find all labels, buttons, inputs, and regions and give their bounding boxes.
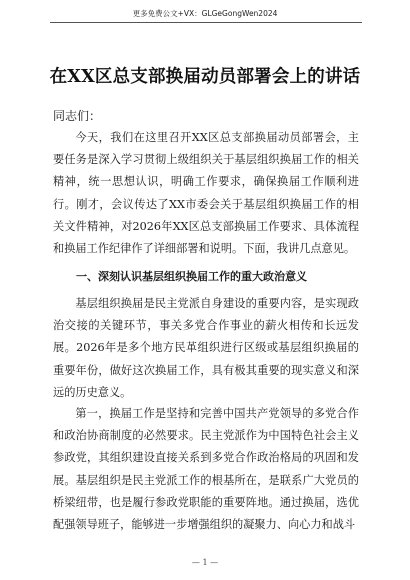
document-title: 在XX区总支部换届动员部署会上的讲话: [49, 67, 361, 87]
header-divider: [50, 22, 362, 23]
paragraph-intro: 今天，我们在这里召开XX区总支部换届动员部署会，主要任务是深入学习贯彻上级组织关于基层组织换届工作的相关精神，统一思想认识，明确工作要求，确保换届工作顺利进行。刚才，会议传达了XX市委会关于基层组织换届工作的相关文件精神，对2026年XX区总支部换届工作要求、具体流程和换届工作纪律作了详细部署和说明。下面，我讲几点意见。: [53, 131, 359, 256]
salutation: 同志们：: [53, 109, 102, 123]
paragraph-first-point: 第一，换届工作是坚持和完善中国共产党领导的多党合作和政治协商制度的必然要求。民主党派作为中国特色社会主义参政党，其组织建设直接关系到多党合作政治格局的巩固和发展。基层组织是民主党派工作的根基所在，是联系广大党员的桥梁纽带，也是履行参政党职能的重要阵地。通过换届，选优配强领导班子，能够进一步增强组织的凝聚力、向心力和战斗: [53, 407, 359, 532]
section-heading: 一、深刻认识基层组织换届工作的重大政治意义: [76, 270, 307, 283]
page-number: — 1 —: [191, 558, 219, 567]
header-note: 更多免费公文+VX：GLGeGongWen2024: [132, 9, 278, 18]
paragraph-importance-visible: 基层组织换届是民主党派自身建设的重要内容，是实现政治交接的关键环节，事关多党合作事业的薪火相传和长远发展。2026年是多个地方民革组织进行区级或基层组织换届的重要年份，做好这次换届工作，具有极其重要的现实意义和深远的历史意义。: [53, 297, 359, 399]
